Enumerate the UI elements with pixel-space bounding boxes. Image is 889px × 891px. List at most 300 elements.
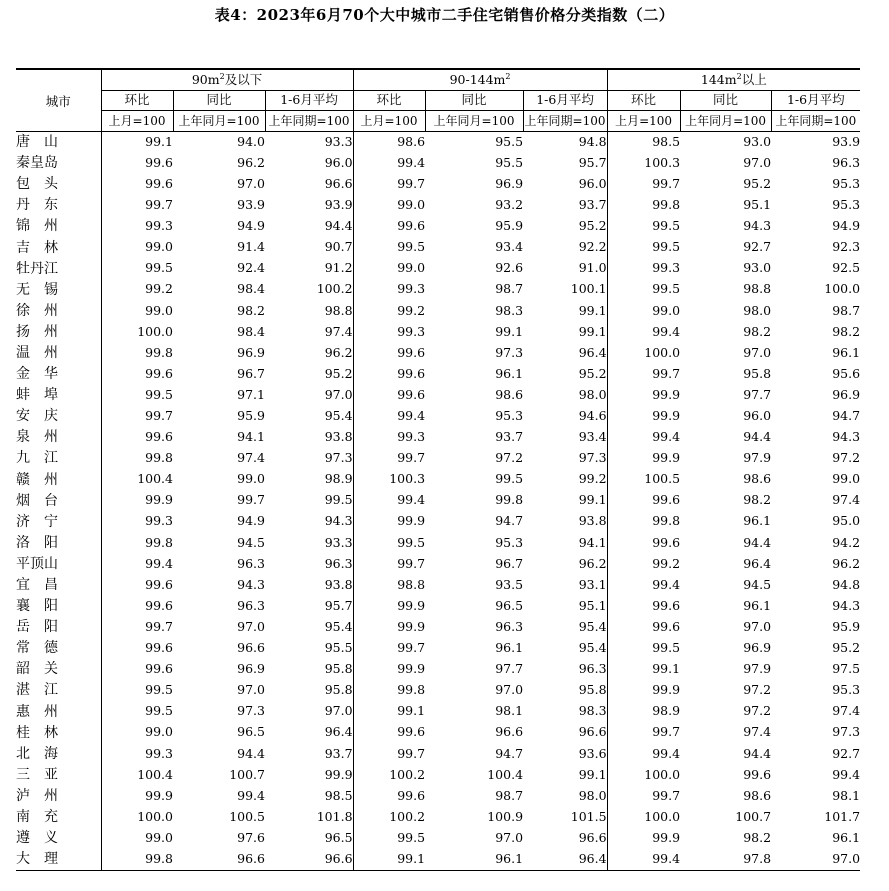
index-value: 98.6 [495, 386, 524, 402]
index-value: 100.2 [353, 807, 425, 828]
city-name: 南 充 [16, 809, 58, 826]
page-title: 表4：2023年6月70个大中城市二手住宅销售价格分类指数（二） [214, 6, 675, 24]
index-value: 95.4 [578, 640, 607, 656]
index-value: 95.5 [324, 640, 353, 656]
city-name: 温 州 [16, 344, 58, 361]
index-value: 99.6 [607, 596, 680, 617]
index-value: 94.4 [237, 745, 265, 761]
table-row [16, 469, 860, 490]
index-value: 97.4 [832, 703, 861, 719]
index-value: 99.6 [101, 153, 173, 174]
index-value: 99.1 [495, 323, 524, 339]
index-value: 98.8 [353, 574, 425, 595]
index-value: 94.3 [237, 576, 265, 592]
index-value: 98.0 [578, 787, 607, 803]
index-value: 97.0 [237, 682, 265, 698]
table-row [16, 807, 860, 828]
index-value: 100.0 [101, 321, 173, 342]
index-value: 99.0 [101, 722, 173, 743]
index-value: 99.4 [353, 406, 425, 427]
index-value: 99.0 [237, 471, 265, 487]
table-row [16, 511, 860, 532]
index-value: 96.3 [832, 154, 861, 170]
index-value: 100.4 [101, 764, 173, 785]
city-name: 常 德 [16, 640, 58, 657]
index-value: 94.1 [578, 534, 607, 550]
index-value: 97.4 [743, 724, 772, 740]
city-name: 济 宁 [16, 513, 58, 530]
index-value: 97.6 [237, 829, 265, 845]
index-value: 98.2 [237, 302, 265, 318]
index-value: 94.3 [832, 597, 861, 613]
index-value: 98.8 [324, 302, 353, 318]
index-value: 91.4 [237, 239, 265, 255]
city-name: 韶 关 [16, 661, 58, 678]
index-value: 99.7 [353, 174, 425, 195]
index-value: 99.6 [607, 617, 680, 638]
sub-header-yoy: 同比 [425, 90, 523, 111]
index-value: 96.2 [832, 555, 861, 571]
index-value: 98.7 [495, 281, 524, 297]
index-value: 96.0 [324, 154, 353, 170]
index-value: 100.0 [607, 342, 680, 363]
index-value: 94.5 [743, 576, 772, 592]
city-name: 包 头 [16, 176, 58, 193]
index-value: 100.9 [487, 808, 524, 824]
index-value: 96.6 [578, 724, 607, 740]
index-value: 94.8 [832, 576, 861, 592]
index-value: 99.5 [324, 492, 353, 508]
city-name: 无 锡 [16, 281, 58, 298]
index-value: 99.7 [607, 722, 680, 743]
index-value: 98.7 [495, 787, 524, 803]
index-value: 97.9 [743, 661, 772, 677]
index-value: 97.0 [324, 386, 353, 402]
index-value: 95.4 [324, 408, 353, 424]
index-value: 92.2 [578, 239, 607, 255]
index-value: 100.5 [607, 469, 680, 490]
index-value: 99.1 [101, 131, 173, 153]
index-value: 93.3 [324, 133, 353, 149]
index-value: 94.9 [237, 218, 265, 234]
index-value: 96.6 [173, 849, 265, 871]
index-value: 99.2 [353, 300, 425, 321]
index-value: 94.7 [495, 745, 524, 761]
index-value: 99.6 [101, 638, 173, 659]
index-value: 94.9 [832, 218, 861, 234]
index-value: 99.8 [101, 849, 173, 871]
index-value: 95.7 [324, 597, 353, 613]
index-value: 93.3 [324, 534, 353, 550]
index-value: 97.4 [237, 450, 265, 466]
index-value: 91.0 [578, 260, 607, 276]
index-value: 99.6 [353, 785, 425, 806]
index-value: 96.9 [832, 386, 861, 402]
sub-header-avg: 1-6月平均 [771, 90, 860, 111]
index-value: 95.3 [832, 682, 861, 698]
unit-avg: 上年同期=100 [265, 111, 353, 132]
index-value: 97.0 [771, 849, 860, 871]
index-value: 97.3 [237, 703, 265, 719]
index-value: 99.1 [578, 766, 607, 782]
index-value: 96.6 [265, 849, 353, 871]
city-name: 北 海 [16, 745, 58, 762]
index-value: 100.3 [607, 153, 680, 174]
index-value: 95.4 [578, 618, 607, 634]
city-name: 烟 台 [16, 492, 58, 509]
index-value: 99.0 [101, 300, 173, 321]
index-value: 92.4 [237, 260, 265, 276]
city-name: 秦皇岛 [16, 155, 58, 172]
index-value: 99.9 [607, 406, 680, 427]
index-value: 99.4 [607, 574, 680, 595]
index-value: 99.1 [578, 492, 607, 508]
city-name: 徐 州 [16, 302, 58, 319]
index-value: 100.5 [229, 808, 265, 824]
city-name: 宜 昌 [16, 577, 58, 594]
table-row [16, 385, 860, 406]
index-value: 96.6 [578, 829, 607, 845]
index-value: 96.3 [578, 661, 607, 677]
index-value: 99.3 [101, 511, 173, 532]
index-value: 99.4 [353, 153, 425, 174]
index-value: 99.9 [353, 659, 425, 680]
index-value: 99.1 [353, 849, 425, 871]
city-name: 安 庆 [16, 408, 58, 425]
index-value: 93.7 [578, 197, 607, 213]
index-value: 99.4 [101, 553, 173, 574]
index-value: 99.6 [743, 766, 772, 782]
index-value: 99.6 [353, 385, 425, 406]
index-value: 92.3 [832, 239, 861, 255]
unit-spacer [16, 111, 101, 132]
index-value: 99.6 [353, 364, 425, 385]
city-name: 襄 阳 [16, 598, 58, 615]
unit-avg: 上年同期=100 [771, 111, 860, 132]
sub-header-yoy: 同比 [680, 90, 771, 111]
index-value: 93.5 [495, 576, 524, 592]
table-row [16, 617, 860, 638]
index-value: 96.1 [495, 365, 524, 381]
index-value: 99.6 [101, 596, 173, 617]
index-value: 100.0 [607, 807, 680, 828]
index-value: 99.9 [607, 385, 680, 406]
index-value: 95.2 [324, 365, 353, 381]
index-value: 94.3 [832, 429, 861, 445]
index-value: 101.7 [824, 808, 861, 824]
index-value: 96.5 [495, 597, 524, 613]
city-name: 洛 阳 [16, 534, 58, 551]
index-value: 99.4 [607, 743, 680, 764]
index-value: 101.8 [316, 808, 353, 824]
index-value: 97.2 [495, 450, 524, 466]
index-value: 99.7 [607, 785, 680, 806]
index-value: 97.9 [743, 450, 772, 466]
index-value: 93.9 [237, 197, 265, 213]
index-value: 96.3 [495, 618, 524, 634]
city-name: 九 江 [16, 450, 58, 467]
index-value: 97.0 [743, 154, 772, 170]
index-value: 97.0 [495, 829, 524, 845]
index-value: 99.8 [353, 680, 425, 701]
table-row [16, 427, 860, 448]
index-value: 95.1 [578, 597, 607, 613]
city-name: 赣 州 [16, 471, 58, 488]
index-value: 99.7 [353, 743, 425, 764]
city-name: 吉 林 [16, 239, 58, 256]
index-value: 99.7 [607, 174, 680, 195]
city-name: 惠 州 [16, 703, 58, 720]
index-value: 98.0 [578, 386, 607, 402]
index-value: 101.5 [570, 808, 607, 824]
index-value: 96.1 [832, 829, 861, 845]
index-value: 96.4 [324, 724, 353, 740]
index-value: 99.5 [607, 279, 680, 300]
index-value: 99.3 [353, 427, 425, 448]
index-value: 99.4 [832, 766, 861, 782]
header-sub-row [16, 90, 860, 111]
index-value: 92.7 [832, 745, 861, 761]
index-value: 95.3 [832, 175, 861, 191]
index-value: 98.1 [495, 703, 524, 719]
index-value: 96.1 [743, 513, 772, 529]
index-value: 98.0 [743, 302, 772, 318]
index-value: 93.8 [324, 576, 353, 592]
index-value: 100.4 [487, 766, 524, 782]
table-row [16, 490, 860, 511]
index-value: 95.9 [237, 408, 265, 424]
city-name: 三 亚 [16, 766, 58, 783]
table-row [16, 849, 860, 871]
index-value: 98.3 [578, 703, 607, 719]
index-value: 90.7 [324, 239, 353, 255]
table-row [16, 364, 860, 385]
index-value: 93.7 [495, 429, 524, 445]
index-value: 99.7 [353, 448, 425, 469]
index-value: 100.4 [101, 469, 173, 490]
index-value: 99.7 [101, 195, 173, 216]
index-value: 97.0 [743, 618, 772, 634]
index-value: 96.1 [832, 344, 861, 360]
index-value: 97.7 [743, 386, 772, 402]
index-value: 99.2 [607, 553, 680, 574]
table-row [16, 258, 860, 279]
index-value: 99.9 [353, 596, 425, 617]
table-row [16, 300, 860, 321]
index-value: 98.2 [743, 492, 772, 508]
index-value: 99.6 [101, 659, 173, 680]
index-value: 99.2 [578, 471, 607, 487]
index-value: 99.7 [353, 638, 425, 659]
index-value: 95.3 [495, 534, 524, 550]
index-value: 93.0 [743, 133, 772, 149]
index-value: 99.5 [607, 216, 680, 237]
index-value: 95.1 [743, 197, 772, 213]
index-value: 99.0 [101, 828, 173, 849]
index-value: 99.1 [578, 302, 607, 318]
index-value: 99.7 [101, 617, 173, 638]
index-value: 95.8 [578, 682, 607, 698]
index-value: 100.0 [824, 281, 861, 297]
index-value: 95.5 [495, 154, 524, 170]
index-value: 98.4 [237, 281, 265, 297]
city-header: 城市 [16, 69, 101, 111]
index-value: 99.6 [101, 574, 173, 595]
price-index-table [16, 68, 860, 871]
index-value: 99.5 [607, 237, 680, 258]
table-row [16, 195, 860, 216]
index-value: 97.3 [832, 724, 861, 740]
index-value: 95.8 [324, 661, 353, 677]
table-row [16, 532, 860, 553]
index-value: 97.0 [237, 175, 265, 191]
index-value: 100.1 [570, 281, 607, 297]
index-value: 99.9 [101, 490, 173, 511]
index-value: 97.0 [495, 682, 524, 698]
index-value: 100.7 [229, 766, 265, 782]
index-value: 97.3 [495, 344, 524, 360]
sub-header-mom: 环比 [607, 90, 680, 111]
index-value: 93.8 [578, 513, 607, 529]
index-value: 96.9 [495, 175, 524, 191]
table-row [16, 680, 860, 701]
table-row [16, 342, 860, 363]
index-value: 96.1 [425, 849, 523, 871]
index-value: 94.4 [743, 534, 772, 550]
index-value: 93.4 [578, 429, 607, 445]
city-name: 牡丹江 [16, 260, 58, 277]
index-value: 98.3 [495, 302, 524, 318]
index-value: 99.4 [607, 427, 680, 448]
city-name: 唐 山 [16, 134, 58, 151]
index-value: 98.2 [743, 323, 772, 339]
index-value: 99.5 [353, 828, 425, 849]
index-value: 95.2 [832, 640, 861, 656]
index-value: 93.0 [743, 260, 772, 276]
index-value: 99.5 [353, 237, 425, 258]
index-value: 98.5 [324, 787, 353, 803]
index-value: 99.5 [353, 532, 425, 553]
index-value: 99.1 [353, 701, 425, 722]
sub-header-mom: 环比 [353, 90, 425, 111]
sub-header-avg: 1-6月平均 [265, 90, 353, 111]
index-value: 95.6 [832, 365, 861, 381]
index-value: 99.4 [607, 849, 680, 871]
city-name: 遵 义 [16, 830, 58, 847]
index-value: 99.0 [832, 471, 861, 487]
index-value: 96.1 [495, 640, 524, 656]
index-value: 96.4 [523, 849, 607, 871]
index-value: 96.7 [237, 365, 265, 381]
index-value: 99.0 [101, 237, 173, 258]
index-value: 99.0 [353, 258, 425, 279]
table-row [16, 321, 860, 342]
index-value: 93.7 [324, 745, 353, 761]
index-value: 99.8 [101, 532, 173, 553]
index-value: 99.0 [607, 300, 680, 321]
city-name: 蚌 埠 [16, 387, 58, 404]
index-value: 98.2 [832, 323, 861, 339]
city-name: 金 华 [16, 366, 58, 383]
index-value: 100.2 [316, 281, 353, 297]
index-value: 99.7 [101, 406, 173, 427]
table-row [16, 406, 860, 427]
index-value: 99.4 [353, 490, 425, 511]
index-value: 96.6 [495, 724, 524, 740]
index-value: 99.6 [353, 342, 425, 363]
table-body [16, 131, 860, 870]
index-value: 99.9 [353, 511, 425, 532]
index-value: 96.2 [578, 555, 607, 571]
index-value: 94.0 [237, 133, 265, 149]
index-value: 98.6 [743, 471, 772, 487]
index-value: 99.5 [495, 471, 524, 487]
index-value: 100.3 [353, 469, 425, 490]
table-row [16, 553, 860, 574]
index-value: 93.9 [324, 197, 353, 213]
index-value: 96.4 [743, 555, 772, 571]
index-value: 97.5 [832, 661, 861, 677]
index-value: 99.6 [607, 532, 680, 553]
index-value: 96.6 [324, 175, 353, 191]
index-value: 99.6 [101, 427, 173, 448]
table-row [16, 743, 860, 764]
index-value: 99.9 [353, 617, 425, 638]
unit-mom: 上月=100 [101, 111, 173, 132]
index-value: 98.2 [743, 829, 772, 845]
index-value: 93.1 [578, 576, 607, 592]
table-row [16, 596, 860, 617]
index-value: 99.9 [607, 828, 680, 849]
index-value: 97.8 [680, 849, 771, 871]
index-value: 92.6 [495, 260, 524, 276]
index-value: 99.6 [101, 174, 173, 195]
index-value: 99.9 [607, 448, 680, 469]
index-value: 95.2 [578, 365, 607, 381]
index-value: 95.5 [495, 133, 524, 149]
index-value: 94.7 [832, 408, 861, 424]
city-name: 泸 州 [16, 787, 58, 804]
index-value: 96.3 [324, 555, 353, 571]
unit-mom: 上月=100 [607, 111, 680, 132]
index-value: 95.9 [495, 218, 524, 234]
index-value: 95.8 [324, 682, 353, 698]
index-value: 94.5 [237, 534, 265, 550]
index-value: 97.2 [832, 450, 861, 466]
index-value: 98.8 [743, 281, 772, 297]
index-value: 99.3 [353, 321, 425, 342]
index-value: 94.9 [237, 513, 265, 529]
sub-header-yoy: 同比 [173, 90, 265, 111]
city-name: 湛 江 [16, 682, 58, 699]
table-row [16, 237, 860, 258]
unit-avg: 上年同期=100 [523, 111, 607, 132]
index-value: 99.8 [101, 342, 173, 363]
index-value: 99.3 [353, 279, 425, 300]
index-value: 96.7 [495, 555, 524, 571]
index-value: 96.2 [324, 344, 353, 360]
index-value: 94.4 [743, 745, 772, 761]
index-value: 98.1 [832, 787, 861, 803]
index-value: 93.6 [578, 745, 607, 761]
index-value: 93.8 [324, 429, 353, 445]
index-value: 99.1 [578, 323, 607, 339]
table-row [16, 131, 860, 153]
index-value: 91.2 [324, 260, 353, 276]
index-value: 98.9 [607, 701, 680, 722]
index-value: 99.5 [101, 701, 173, 722]
index-value: 96.4 [578, 344, 607, 360]
